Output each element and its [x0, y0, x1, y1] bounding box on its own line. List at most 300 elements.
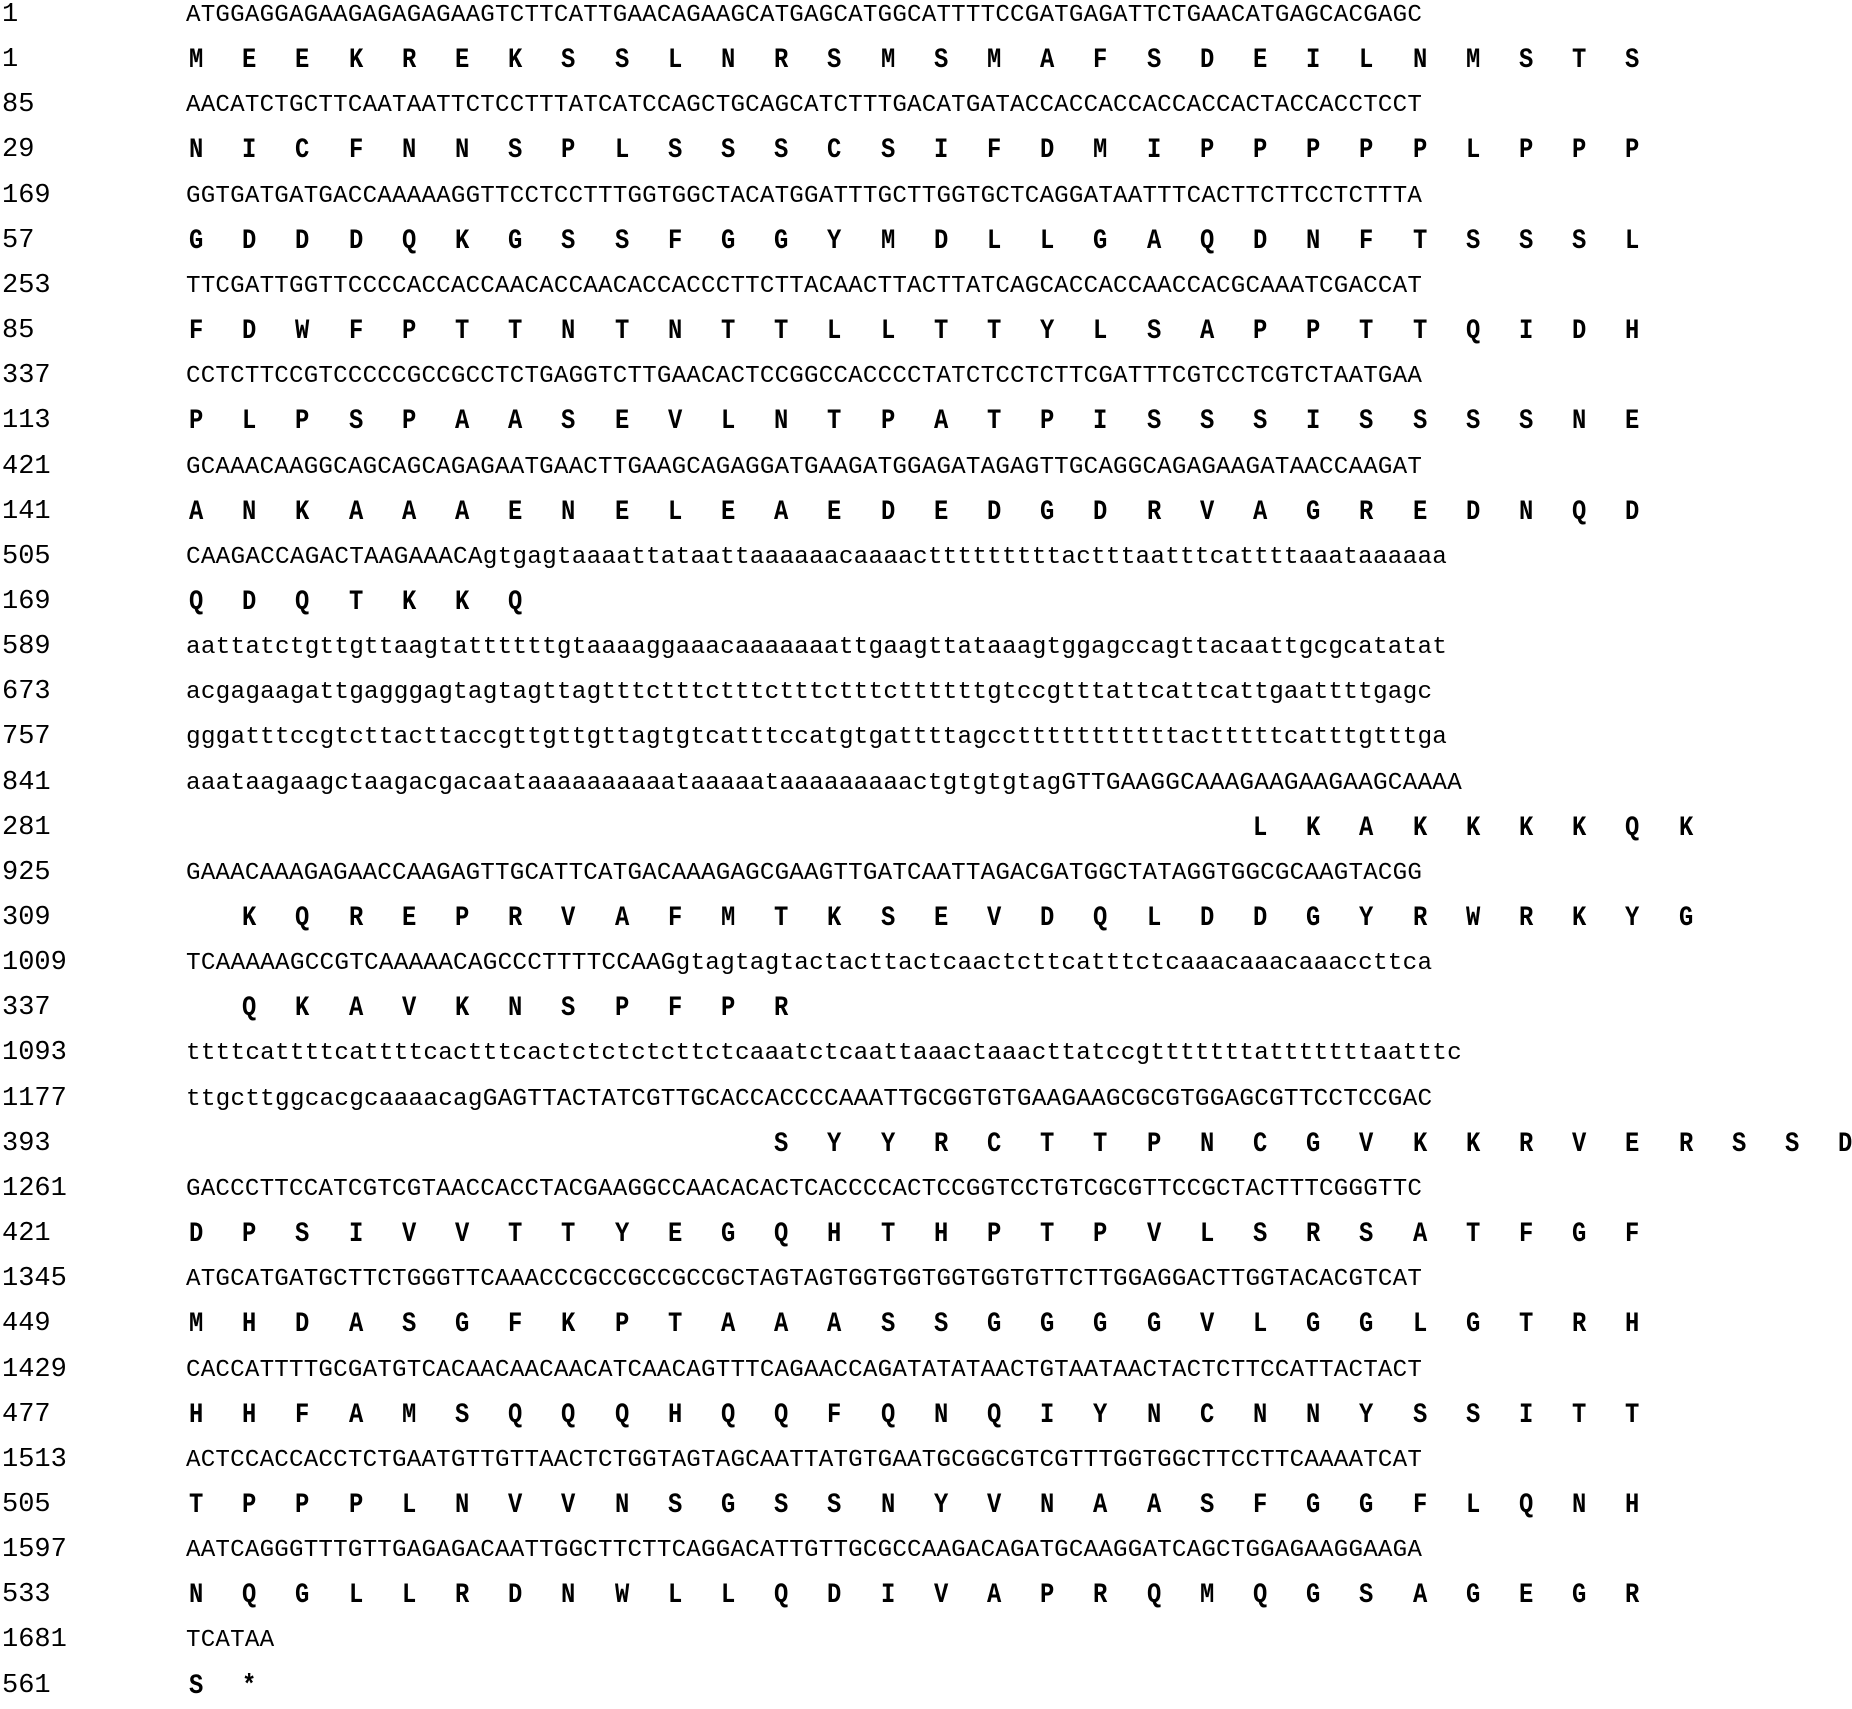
amino-acid-residue: P [348, 1489, 363, 1521]
amino-acid-residue: S [1146, 45, 1161, 77]
amino-acid-residue: P [614, 993, 629, 1025]
amino-acid-residue: G [1678, 903, 1693, 934]
amino-acid-residue: A [348, 496, 363, 528]
amino-acid-residue: A [1146, 225, 1161, 257]
amino-acid-residue: S [1465, 406, 1481, 438]
amino-acid-residue: H [1625, 316, 1640, 348]
amino-acid-residue: L [1146, 903, 1161, 934]
nucleotide-row [0, 670, 1750, 715]
amino-acid-residue: G [987, 1309, 1002, 1341]
amino-acid-residue: V [508, 1489, 523, 1521]
position-number: 505 [2, 1489, 51, 1520]
amino-acid-row [0, 1122, 1852, 1167]
amino-acid-residue: T [1625, 1399, 1640, 1431]
amino-acid-residue: T [1572, 45, 1587, 77]
amino-acid-residue: L [987, 225, 1002, 257]
amino-acid-residue: K [401, 586, 417, 618]
amino-acid-residue: N [455, 135, 470, 167]
amino-acid-residue: S [1253, 1219, 1268, 1251]
amino-acid-residue: Q [774, 1580, 789, 1612]
amino-acid-residue: L [348, 1580, 363, 1612]
amino-acid-residue: A [1040, 45, 1055, 77]
amino-acid-residue: Q [987, 1399, 1002, 1431]
amino-acid-residue: D [348, 225, 363, 257]
amino-acid-residue: R [455, 1580, 470, 1612]
amino-acid-residue: S [508, 135, 523, 167]
amino-acid-residue: D [242, 586, 257, 618]
position-number: 841 [2, 767, 51, 798]
amino-acid-residue: E [508, 496, 523, 528]
amino-acid-residue: T [1040, 1219, 1055, 1251]
amino-acid-residue: N [614, 1489, 629, 1521]
amino-acid-residue: S [1199, 406, 1215, 438]
amino-acid-row [0, 896, 1750, 941]
amino-acid-residue: F [1359, 225, 1374, 257]
amino-acid-residue: M [721, 903, 736, 934]
amino-acid-residue: P [455, 903, 470, 934]
amino-acid-residue: Q [1572, 496, 1587, 528]
amino-acid-residue: I [880, 1580, 895, 1612]
nucleotide-sequence: aattatctgttgttaagtattttttgtaaaaggaaacaaaaaaattgaagttataaagtggagccagttacaattgcgcatatat [186, 634, 1448, 662]
nucleotide-row [0, 715, 1750, 760]
amino-acid-residue: S [827, 1489, 842, 1521]
amino-acid-residue: T [1412, 316, 1427, 348]
position-number: 561 [2, 1670, 51, 1701]
amino-acid-residue: G [1306, 1309, 1321, 1341]
amino-acid-residue: N [1572, 406, 1587, 438]
amino-acid-residue: S [1253, 406, 1268, 438]
amino-acid-row [0, 806, 1750, 851]
amino-acid-residue: L [1412, 1309, 1427, 1341]
amino-acid-residue: S [1359, 1580, 1374, 1612]
amino-acid-residue: G [1465, 1309, 1481, 1341]
amino-acid-residue: R [1678, 1128, 1693, 1160]
nucleotide-row [0, 1077, 1750, 1122]
amino-acid-row [0, 1302, 1750, 1347]
amino-acid-residue: L [401, 1580, 417, 1612]
amino-acid-residue: F [667, 903, 683, 934]
amino-acid-residue: G [1093, 1309, 1108, 1341]
amino-acid-residue: N [721, 45, 736, 77]
amino-acid-residue: F [1625, 1219, 1640, 1251]
amino-acid-residue: A [189, 496, 204, 528]
amino-acid-residue: L [667, 496, 683, 528]
amino-acid-residue: N [1306, 225, 1321, 257]
amino-acid-residue: G [721, 225, 736, 257]
amino-acid-residue: I [1040, 1399, 1055, 1431]
amino-acid-row [0, 399, 1750, 444]
position-number: 337 [2, 361, 51, 392]
amino-acid-residue: N [561, 496, 576, 528]
amino-acid-residue: T [987, 316, 1002, 348]
amino-acid-residue: G [455, 1309, 470, 1341]
amino-acid-residue: F [348, 135, 363, 167]
amino-acid-residue: A [455, 406, 470, 438]
amino-acid-residue: K [455, 586, 470, 618]
amino-acid-residue: E [1625, 406, 1640, 438]
amino-acid-residue: V [455, 1219, 470, 1251]
amino-acid-residue: Y [827, 1128, 842, 1160]
amino-acid-residue: T [1040, 1128, 1055, 1160]
amino-acid-residue: S [774, 1489, 789, 1521]
amino-acid-residue: S [1519, 406, 1534, 438]
amino-acid-residue: K [295, 993, 310, 1025]
amino-acid-residue: P [295, 406, 310, 438]
amino-acid-residue: S [561, 406, 576, 438]
amino-acid-residue: Q [508, 586, 523, 618]
amino-acid-residue: H [827, 1219, 842, 1251]
amino-acid-residue: Q [614, 1399, 629, 1431]
amino-acid-residue: A [774, 1309, 789, 1341]
position-number: 421 [2, 451, 51, 482]
amino-acid-residue: A [348, 1399, 363, 1431]
amino-acid-residue: W [614, 1580, 629, 1612]
amino-acid-residue: G [189, 225, 204, 257]
amino-acid-residue: W [295, 316, 310, 348]
amino-acid-residue: V [561, 1489, 576, 1521]
amino-acid-residue: E [614, 496, 629, 528]
amino-acid-residue: H [242, 1309, 257, 1341]
amino-acid-residue: S [1465, 1399, 1481, 1431]
amino-acid-residue: I [242, 135, 257, 167]
amino-acid-residue: E [933, 903, 949, 934]
amino-acid-residue: T [880, 1219, 895, 1251]
position-number: 1 [2, 0, 19, 30]
amino-acid-residue: Q [774, 1219, 789, 1251]
amino-acid-residue: F [1093, 45, 1108, 77]
position-number: 1009 [2, 948, 67, 979]
amino-acid-residue: R [1519, 1128, 1534, 1160]
amino-acid-residue: L [614, 135, 629, 167]
amino-acid-residue: S [614, 45, 629, 77]
amino-acid-row [0, 986, 1750, 1031]
amino-acid-residue: L [667, 1580, 683, 1612]
amino-acid-residue: R [1572, 1309, 1587, 1341]
amino-acid-residue: T [1465, 1219, 1481, 1251]
amino-acid-residue: N [1306, 1399, 1321, 1431]
amino-acid-residue: S [933, 1309, 949, 1341]
amino-acid-residue: N [933, 1399, 949, 1431]
amino-acid-residue: T [1412, 225, 1427, 257]
amino-acid-residue: L [721, 406, 736, 438]
position-number: 113 [2, 406, 51, 437]
position-number: 393 [2, 1128, 51, 1159]
amino-acid-residue: N [1519, 496, 1534, 528]
amino-acid-residue: S [827, 45, 842, 77]
amino-acid-residue: T [1572, 1399, 1587, 1431]
amino-acid-residue: S [1412, 1399, 1427, 1431]
position-number: 925 [2, 857, 51, 888]
position-number: 533 [2, 1580, 51, 1611]
amino-acid-residue: N [1412, 45, 1427, 77]
amino-acid-residue: M [880, 45, 895, 77]
amino-acid-residue: S [561, 993, 576, 1025]
amino-acid-residue: L [827, 316, 842, 348]
amino-acid-residue: R [348, 903, 363, 934]
amino-acid-residue: I [1519, 316, 1534, 348]
nucleotide-row [0, 445, 1750, 490]
position-number: 1597 [2, 1535, 67, 1566]
amino-acid-row [0, 128, 1750, 173]
position-number: 1261 [2, 1173, 67, 1204]
amino-acid-residue: N [880, 1489, 895, 1521]
amino-acid-residue: R [774, 993, 789, 1025]
amino-acid-residue: K [1572, 812, 1587, 844]
amino-acid-residue: A [987, 1580, 1002, 1612]
amino-acid-residue: A [827, 1309, 842, 1341]
amino-acid-residue: I [1093, 406, 1108, 438]
position-number: 1177 [2, 1083, 67, 1114]
amino-acid-residue: F [348, 316, 363, 348]
position-number: 85 [2, 316, 35, 347]
amino-acid-residue: L [667, 45, 683, 77]
amino-acid-residue: Y [880, 1128, 895, 1160]
amino-acid-residue: S [1519, 45, 1534, 77]
amino-acid-residue: G [1306, 903, 1321, 934]
amino-acid-residue: E [295, 45, 310, 77]
nucleotide-row [0, 174, 1750, 219]
position-number: 449 [2, 1309, 51, 1340]
position-number: 1 [2, 45, 19, 76]
amino-acid-residue: A [508, 406, 523, 438]
amino-acid-residue: P [401, 316, 417, 348]
amino-acid-residue: P [1306, 316, 1321, 348]
amino-acid-residue: Q [1093, 903, 1108, 934]
amino-acid-residue: V [987, 1489, 1002, 1521]
amino-acid-residue: S [561, 45, 576, 77]
amino-acid-residue: M [189, 1309, 204, 1341]
amino-acid-residue: A [455, 496, 470, 528]
nucleotide-sequence: aaataagaagctaagacgacaataaaaaaaaaataaaaataaaaaaaaactgtgtgtagGTTGAAGGCAAAGAAGAAGAAGCAAAA [186, 769, 1462, 797]
amino-acid-residue: D [1253, 903, 1268, 934]
amino-acid-residue: C [827, 135, 842, 167]
amino-acid-residue: G [508, 225, 523, 257]
amino-acid-residue: I [1306, 45, 1321, 77]
amino-acid-residue: L [1465, 1489, 1481, 1521]
amino-acid-residue: L [1253, 1309, 1268, 1341]
amino-acid-residue: I [1306, 406, 1321, 438]
nucleotide-sequence: ATGCATGATGCTTCTGGGTTCAAACCCGCCGCCGCCGCTAGTAGTGGTGGTGGTGGTGTTCTTGGAGGACTTGGTACACGTCAT [186, 1266, 1423, 1294]
amino-acid-residue: G [1306, 1489, 1321, 1521]
amino-acid-residue: D [827, 1580, 842, 1612]
position-number: 57 [2, 225, 35, 256]
position-number: 141 [2, 496, 51, 527]
amino-acid-residue: T [189, 1489, 204, 1521]
nucleotide-sequence: GACCCTTCCATCGTCGTAACCACCTACGAAGGCCAACACACTCACCCCACTCCGGTCCTGTCGCGTTCCGCTACTTTCGGGTTC [186, 1175, 1423, 1203]
amino-acid-residue: Q [774, 1399, 789, 1431]
amino-acid-residue: Q [1465, 316, 1481, 348]
amino-acid-residue: E [721, 496, 736, 528]
amino-acid-residue: P [401, 406, 417, 438]
amino-acid-residue: F [827, 1399, 842, 1431]
amino-acid-residue: A [1253, 496, 1268, 528]
amino-acid-residue: G [1306, 1128, 1321, 1160]
amino-acid-residue: I [1519, 1399, 1534, 1431]
amino-acid-residue: Y [1359, 903, 1374, 934]
amino-acid-residue: S [880, 135, 895, 167]
amino-acid-residue: T [774, 903, 789, 934]
position-number: 505 [2, 541, 51, 572]
amino-acid-residue: T [1093, 1128, 1108, 1160]
amino-acid-residue: A [1093, 1489, 1108, 1521]
position-number: 253 [2, 270, 51, 301]
position-number: 757 [2, 722, 51, 753]
amino-acid-residue: P [1253, 316, 1268, 348]
nucleotide-sequence: CAAGACCAGACTAAGAAACAgtgagtaaaattataattaaaaaacaaaactttttttttactttaatttcattttaaataaaaaa [186, 543, 1448, 571]
amino-acid-residue: L [242, 406, 257, 438]
amino-acid-residue: F [1412, 1489, 1427, 1521]
amino-acid-residue: P [189, 406, 204, 438]
amino-acid-row [0, 490, 1750, 535]
nucleotide-row [0, 625, 1750, 670]
nucleotide-sequence: TCAAAAAGCCGTCAAAAACAGCCCTTTTCCAAGgtagtagtactacttactcaactcttcatttctcaaacaaacaaaccttca [186, 950, 1433, 978]
amino-acid-residue: G [1572, 1219, 1587, 1251]
amino-acid-residue: F [508, 1309, 523, 1341]
amino-acid-residue: S [667, 135, 683, 167]
amino-acid-residue: H [242, 1399, 257, 1431]
amino-acid-residue: D [1253, 225, 1268, 257]
amino-acid-residue: L [1625, 225, 1640, 257]
amino-acid-residue: F [987, 135, 1002, 167]
amino-acid-residue: N [189, 135, 204, 167]
amino-acid-residue: V [561, 903, 576, 934]
amino-acid-residue: Q [401, 225, 417, 257]
amino-acid-residue: D [508, 1580, 523, 1612]
amino-acid-residue: Q [242, 1580, 257, 1612]
amino-acid-residue: Y [1093, 1399, 1108, 1431]
amino-acid-residue: R [1359, 496, 1374, 528]
amino-acid-residue: D [295, 225, 310, 257]
amino-acid-residue: L [721, 1580, 736, 1612]
amino-acid-residue: S [1359, 1219, 1374, 1251]
nucleotide-row [0, 264, 1750, 309]
amino-acid-residue: R [1306, 1219, 1321, 1251]
amino-acid-residue: S [455, 1399, 470, 1431]
position-number: 1093 [2, 1038, 67, 1069]
amino-acid-residue: P [1572, 135, 1587, 167]
amino-acid-residue: K [1412, 1128, 1427, 1160]
amino-acid-residue: F [667, 993, 683, 1025]
nucleotide-sequence: CACCATTTTGCGATGTCACAACAACAACATCAACAGTTTCAGAACCAGATATATAACTGTAATAACTACTCTTCCATTACTACT [186, 1356, 1423, 1384]
nucleotide-sequence: ATGGAGGAGAAGAGAGAGAAGTCTTCATTGAACAGAAGCATGAGCATGGCATTTTCCGATGAGATTCTGAACATGAGCACGAGC [186, 2, 1423, 29]
amino-acid-residue: Y [1040, 316, 1055, 348]
amino-acid-residue: P [987, 1219, 1002, 1251]
nucleotide-row [0, 1618, 1750, 1663]
amino-acid-residue: V [1359, 1128, 1374, 1160]
amino-acid-residue: S [721, 135, 736, 167]
amino-acid-residue: Y [1625, 903, 1640, 934]
amino-acid-residue: G [295, 1580, 310, 1612]
amino-acid-residue: P [1412, 135, 1427, 167]
amino-acid-residue: S [667, 1489, 683, 1521]
position-number: 1345 [2, 1264, 67, 1295]
amino-acid-residue: G [1359, 1489, 1374, 1521]
amino-acid-residue: L [1359, 45, 1374, 77]
nucleotide-row [0, 1031, 1750, 1076]
amino-acid-residue: G [721, 1219, 736, 1251]
amino-acid-residue: K [348, 45, 363, 77]
amino-acid-row [0, 219, 1750, 264]
amino-acid-residue: P [1306, 135, 1321, 167]
amino-acid-residue: D [1199, 903, 1215, 934]
amino-acid-residue: Q [189, 586, 204, 618]
amino-acid-residue: M [1465, 45, 1481, 77]
nucleotide-row [0, 1167, 1750, 1212]
amino-acid-residue: I [933, 135, 949, 167]
amino-acid-residue: D [242, 316, 257, 348]
amino-acid-residue: N [401, 135, 417, 167]
amino-acid-residue: N [455, 1489, 470, 1521]
nucleotide-sequence: AACATCTGCTTCAATAATTCTCCTTTATCATCCAGCTGCAGCATCTTTGACATGATACCACCACCACCACCACTACCACCTCCT [186, 92, 1423, 120]
amino-acid-residue: S [1572, 225, 1587, 257]
amino-acid-residue: M [401, 1399, 417, 1431]
position-number: 1429 [2, 1354, 67, 1385]
amino-acid-residue: K [1678, 812, 1693, 844]
amino-acid-residue: I [1146, 135, 1161, 167]
amino-acid-residue: V [1199, 496, 1215, 528]
amino-acid-residue: T [561, 1219, 576, 1251]
amino-acid-residue: P [561, 135, 576, 167]
amino-acid-residue: G [1465, 1580, 1481, 1612]
amino-acid-residue: E [1412, 496, 1427, 528]
nucleotide-row [0, 941, 1750, 986]
amino-acid-residue: D [1040, 903, 1055, 934]
amino-acid-residue: N [1253, 1399, 1268, 1431]
amino-acid-residue: Y [933, 1489, 949, 1521]
amino-acid-row [0, 580, 1750, 625]
amino-acid-residue: V [933, 1580, 949, 1612]
amino-acid-residue: G [721, 1489, 736, 1521]
amino-acid-residue: D [295, 1309, 310, 1341]
amino-acid-residue: E [1625, 1128, 1640, 1160]
nucleotide-sequence: ttgcttggcacgcaaaacagGAGTTACTATCGTTGCACCACCCCAAATTGCGGTGTGAAGAAGCGCGTGGAGCGTTCCTCCGAC [186, 1085, 1433, 1113]
amino-acid-residue: D [189, 1219, 204, 1251]
amino-acid-residue: T [1519, 1309, 1534, 1341]
amino-acid-residue: S [614, 225, 629, 257]
amino-acid-residue: N [561, 316, 576, 348]
amino-acid-residue: R [1093, 1580, 1108, 1612]
amino-acid-residue: E [667, 1219, 683, 1251]
amino-acid-residue: F [295, 1399, 310, 1431]
amino-acid-residue: K [561, 1309, 576, 1341]
amino-acid-residue: E [1253, 45, 1268, 77]
position-number: 421 [2, 1219, 51, 1250]
amino-acid-residue: D [1199, 45, 1215, 77]
nucleotide-row [0, 1257, 1750, 1302]
amino-acid-residue: P [1519, 135, 1534, 167]
amino-acid-row [0, 1483, 1750, 1528]
amino-acid-residue: N [1199, 1128, 1215, 1160]
amino-acid-row [0, 38, 1750, 83]
amino-acid-residue: V [987, 903, 1002, 934]
amino-acid-residue: N [1040, 1489, 1055, 1521]
amino-acid-residue: A [721, 1309, 736, 1341]
position-number: 337 [2, 993, 51, 1024]
amino-acid-residue: D [1625, 496, 1640, 528]
position-number: 1513 [2, 1444, 67, 1475]
amino-acid-residue: G [1359, 1309, 1374, 1341]
amino-acid-residue: P [1359, 135, 1374, 167]
amino-acid-residue: Q [721, 1399, 736, 1431]
amino-acid-residue: W [1465, 903, 1481, 934]
amino-acid-residue: T [933, 316, 949, 348]
position-number: 169 [2, 180, 51, 211]
nucleotide-row [0, 535, 1750, 580]
amino-acid-residue: K [455, 993, 470, 1025]
amino-acid-residue: S [933, 45, 949, 77]
nucleotide-sequence: GGTGATGATGACCAAAAAGGTTCCTCCTTTGGTGGCTACATGGATTTGCTTGGTGCTCAGGATAATTTCACTTCTTCCTCTTTA [186, 182, 1423, 210]
amino-acid-residue: K [1306, 812, 1321, 844]
